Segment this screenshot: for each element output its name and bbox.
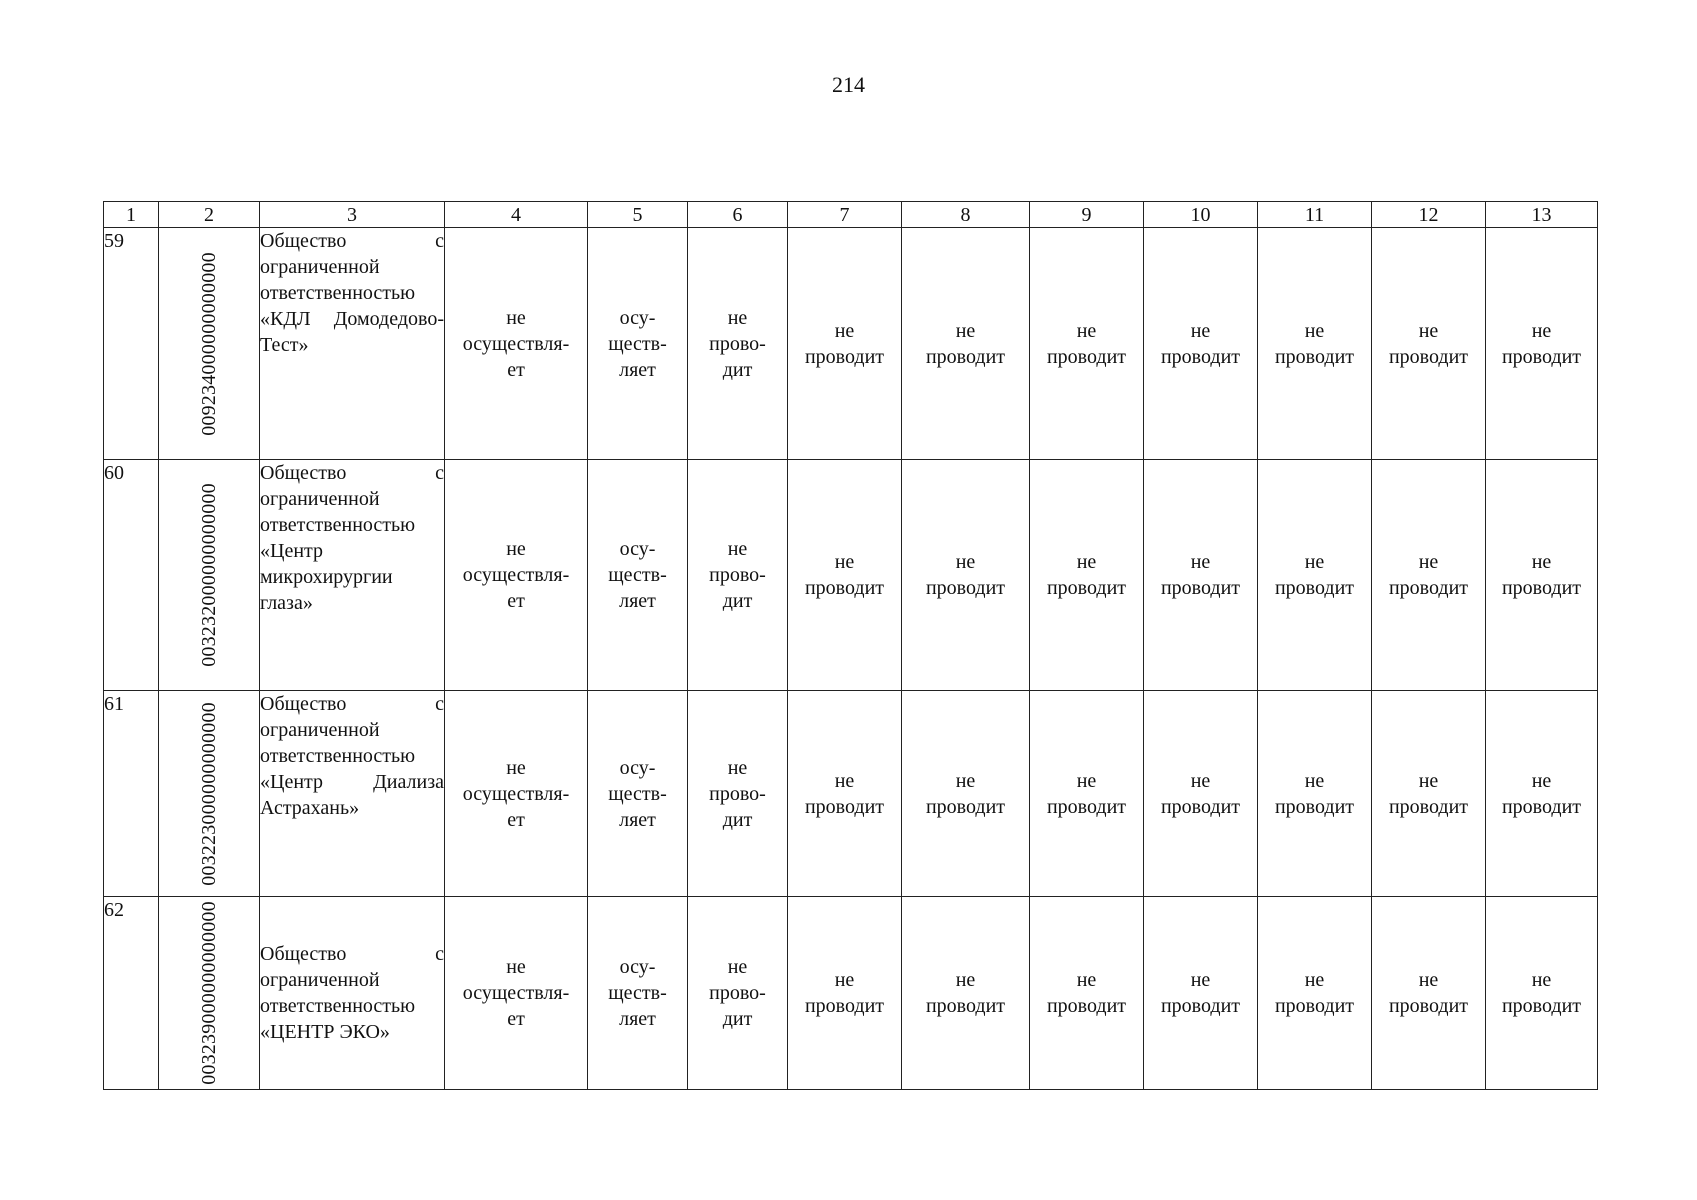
col-header-11: 11 [1258, 202, 1372, 228]
cell-col-6: не прово- дит [688, 897, 788, 1090]
row-number: 61 [104, 691, 159, 897]
cell-col-12: не проводит [1372, 897, 1486, 1090]
registry-code: 003232000000000000 [198, 483, 220, 667]
col-header-12: 12 [1372, 202, 1486, 228]
organization-name: Общество с ограниченной ответственностью «Центр Диализа Астрахань» [260, 691, 445, 897]
cell-col-7: не проводит [788, 691, 902, 897]
col-header-10: 10 [1144, 202, 1258, 228]
cell-col-11: не проводит [1258, 691, 1372, 897]
cell-col-12: не проводит [1372, 460, 1486, 691]
cell-col-6: не прово- дит [688, 228, 788, 460]
header-row [104, 202, 1598, 228]
cell-col-13: не проводит [1486, 228, 1598, 460]
row-number: 59 [104, 228, 159, 460]
cell-col-4: не осуществля- ет [445, 460, 588, 691]
cell-col-4: не осуществля- ет [445, 228, 588, 460]
cell-col-13: не проводит [1486, 460, 1598, 691]
col-header-1: 1 [104, 202, 159, 228]
col-header-5: 5 [588, 202, 688, 228]
cell-col-9: не проводит [1030, 228, 1144, 460]
cell-col-12: не проводит [1372, 691, 1486, 897]
cell-col-12: не проводит [1372, 228, 1486, 460]
cell-col-9: не проводит [1030, 460, 1144, 691]
registry-code: 003223000000000000 [198, 701, 220, 886]
cell-col-13: не проводит [1486, 897, 1598, 1090]
table-row [104, 460, 1598, 691]
cell-col-10: не проводит [1144, 460, 1258, 691]
cell-col-5: осу- ществ- ляет [588, 897, 688, 1090]
cell-col-11: не проводит [1258, 897, 1372, 1090]
registry-code-cell [159, 897, 260, 1090]
cell-col-9: не проводит [1030, 897, 1144, 1090]
row-number: 60 [104, 460, 159, 691]
col-header-4: 4 [445, 202, 588, 228]
cell-col-10: не проводит [1144, 897, 1258, 1090]
cell-col-10: не проводит [1144, 228, 1258, 460]
cell-col-6: не прово- дит [688, 691, 788, 897]
cell-col-5: осу- ществ- ляет [588, 691, 688, 897]
registry-code-cell [159, 228, 260, 460]
table-row [104, 228, 1598, 460]
cell-col-9: не проводит [1030, 691, 1144, 897]
table-row [104, 691, 1598, 897]
cell-col-7: не проводит [788, 460, 902, 691]
cell-col-11: не проводит [1258, 228, 1372, 460]
registry-table [103, 201, 1598, 1090]
cell-col-5: осу- ществ- ляет [588, 228, 688, 460]
registry-code: 009234000000000000 [198, 251, 220, 436]
col-header-6: 6 [688, 202, 788, 228]
col-header-7: 7 [788, 202, 902, 228]
cell-col-8: не проводит [902, 228, 1030, 460]
cell-col-7: не проводит [788, 228, 902, 460]
col-header-3: 3 [260, 202, 445, 228]
col-header-13: 13 [1486, 202, 1598, 228]
cell-col-4: не осуществля- ет [445, 897, 588, 1090]
cell-col-7: не проводит [788, 897, 902, 1090]
col-header-8: 8 [902, 202, 1030, 228]
cell-col-8: не проводит [902, 691, 1030, 897]
registry-code-cell [159, 460, 260, 691]
page-number: 214 [832, 72, 865, 97]
col-header-2: 2 [159, 202, 260, 228]
registry-code-cell [159, 691, 260, 897]
cell-col-6: не прово- дит [688, 460, 788, 691]
organization-name: Общество с ограниченной ответственностью «ЦЕНТР ЭКО» [260, 897, 445, 1090]
cell-col-10: не проводит [1144, 691, 1258, 897]
cell-col-8: не проводит [902, 897, 1030, 1090]
cell-col-8: не проводит [902, 460, 1030, 691]
cell-col-5: осу- ществ- ляет [588, 460, 688, 691]
cell-col-11: не проводит [1258, 460, 1372, 691]
row-number: 62 [104, 897, 159, 1090]
organization-name: Общество с ограниченной ответственностью «Центр микрохирургии глаза» [260, 460, 445, 691]
cell-col-4: не осуществля- ет [445, 691, 588, 897]
table-row [104, 897, 1598, 1090]
cell-col-13: не проводит [1486, 691, 1598, 897]
organization-name: Общество с ограниченной ответственностью «КДЛ Домодедово-Тест» [260, 228, 445, 460]
col-header-9: 9 [1030, 202, 1144, 228]
registry-code: 003239000000000000 [198, 901, 220, 1085]
